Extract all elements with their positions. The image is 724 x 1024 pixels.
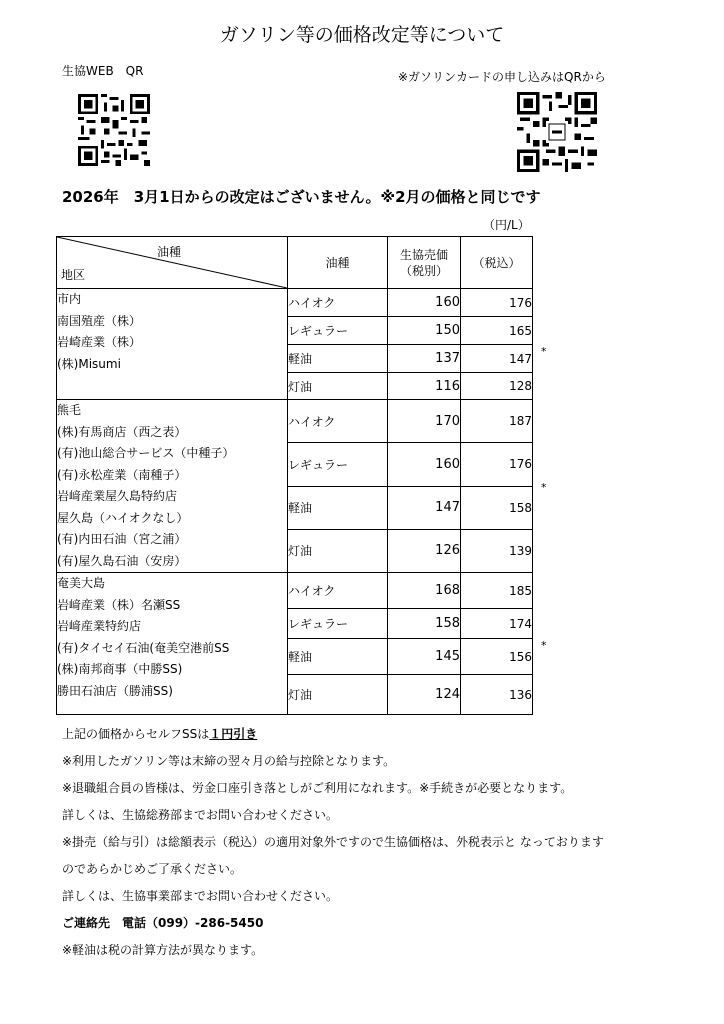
note-5: のであらかじめご了承ください。: [62, 862, 243, 876]
fuel-type-cell: 灯油: [288, 675, 388, 715]
region-line: (有)内田石油（宮之浦）: [57, 532, 187, 546]
net-price-cell: 170: [388, 400, 461, 443]
light-oil-asterisk: *: [541, 345, 547, 358]
tax-price-cell: [461, 289, 533, 317]
region-cell: [57, 400, 288, 573]
price-table-body: [57, 289, 547, 715]
note-1: ※利用したガソリン等は末締の翌々月の給与控除となります。: [62, 754, 396, 768]
net-price-cell: 147: [388, 486, 461, 529]
header-tax-column: （税込）: [461, 237, 533, 289]
revision-headline: 2026年 3月1日からの改定はございません。※2月の価格と同じです: [62, 188, 541, 206]
tax-price-value: 128: [509, 379, 532, 393]
tax-price-cell: [461, 345, 547, 373]
fuel-type-cell: ハイオク: [288, 400, 388, 443]
tax-price-value: 139: [509, 543, 532, 558]
net-price-cell: 116: [388, 373, 461, 400]
web-qr-label: 生協WEB QR: [62, 64, 144, 78]
net-price-cell: 168: [388, 573, 461, 609]
tax-price-value: 156: [509, 649, 532, 664]
fuel-type-cell: 軽油: [288, 345, 388, 373]
table-header-row: [57, 237, 533, 289]
net-price-cell: 124: [388, 675, 461, 715]
net-price-cell: 160: [388, 443, 461, 486]
region-cell: [57, 573, 288, 715]
region-line: 屋久島（ハイオクなし）: [57, 510, 189, 525]
table-row: [57, 400, 533, 443]
self-ss-prefix: 上記の価格からセルフSSは: [62, 727, 210, 741]
tax-price-cell: [461, 609, 533, 639]
self-ss-discount: １円引き: [209, 727, 258, 741]
tax-price-cell: [461, 480, 547, 529]
net-price-cell: 158: [388, 609, 461, 639]
fuel-type-cell: レギュラー: [288, 443, 388, 486]
note-4: ※掛売（給与引）は総額表示（税込）の適用対象外ですので生協価格は、外税表示と なっております: [62, 835, 604, 849]
fuel-type-cell: ハイオク: [288, 573, 388, 609]
fuel-type-cell: レギュラー: [288, 609, 388, 639]
tax-price-cell: [461, 529, 533, 572]
tax-price-value: 176: [509, 457, 532, 472]
region-line: 奄美大島: [57, 576, 106, 590]
tax-price-value: 136: [509, 687, 532, 702]
self-ss-note: [62, 721, 712, 748]
tax-price-value: 176: [509, 295, 532, 310]
region-line: (株)南邦商事（中勝SS): [57, 662, 183, 676]
region-line: (有)池山総合サービス（中種子）: [57, 446, 235, 460]
light-oil-asterisk: *: [541, 639, 547, 652]
region-line: 市内: [57, 292, 82, 306]
table-row: [57, 573, 533, 609]
tax-price-value: 147: [509, 351, 532, 366]
header-fuel-column: 油種: [288, 237, 388, 289]
region-cell: [57, 289, 288, 400]
net-price-cell: 137: [388, 345, 461, 373]
region-line: 勝田石油店（勝浦SS): [57, 683, 173, 698]
net-price-cell: 145: [388, 639, 461, 675]
tax-price-value: 165: [509, 323, 532, 338]
light-oil-asterisk: *: [541, 480, 547, 494]
note-7: ※軽油は税の計算方法が異なります。: [62, 943, 264, 957]
tax-price-cell: [461, 373, 533, 400]
tax-price-cell: [461, 443, 533, 486]
fuel-type-cell: 軽油: [288, 639, 388, 675]
tax-price-value: 187: [509, 414, 532, 429]
table-row: [57, 289, 533, 317]
tax-price-value: 158: [509, 500, 532, 515]
region-line: (有)屋久島石油（安房）: [57, 553, 187, 568]
note-2: ※退職組合員の皆様は、労金口座引き落としがご利用になれます。※手続きが必要となります。: [62, 781, 573, 795]
net-price-cell: 126: [388, 529, 461, 572]
notes-section: [62, 721, 712, 964]
region-line: (株)Misumi: [57, 356, 121, 371]
contact-phone: ご連絡先 電話（099）-286-5450: [62, 916, 264, 930]
fuel-type-cell: 灯油: [288, 373, 388, 400]
region-line: 南国殖産（株）: [57, 313, 142, 328]
region-line: 岩崎産業（株）: [57, 335, 142, 349]
header-fuel-type: 油種: [157, 245, 182, 259]
note-3: 詳しくは、生協総務部までお問い合わせください。: [62, 808, 339, 822]
fuel-type-cell: レギュラー: [288, 317, 388, 345]
net-price-cell: 150: [388, 317, 461, 345]
tax-price-cell: [461, 639, 547, 675]
fuel-type-cell: 軽油: [288, 486, 388, 529]
price-table: [56, 236, 547, 715]
web-qr-code[interactable]: [74, 94, 154, 166]
region-line: (有)永松産業（南種子）: [57, 467, 187, 482]
note-6: 詳しくは、生協事業部までお問い合わせください。: [62, 889, 339, 903]
gasoline-card-qr-note: ※ガソリンカードの申し込みはQRから: [398, 70, 606, 84]
tax-price-value: 174: [509, 616, 532, 631]
net-price-cell: 160: [388, 289, 461, 317]
header-region: 地区: [61, 268, 86, 282]
region-line: (有)タイセイ石油(奄美空港前SS: [57, 640, 230, 655]
diagonal-header-cell: [57, 237, 288, 289]
header-price-line2: （税別）: [399, 263, 448, 278]
tax-price-cell: [461, 317, 533, 345]
header-price-line1: 生協売価: [399, 247, 448, 262]
fuel-type-cell: 灯油: [288, 529, 388, 572]
fuel-type-cell: ハイオク: [288, 289, 388, 317]
region-line: 熊毛: [57, 403, 82, 417]
gasoline-card-qr-code[interactable]: [516, 92, 598, 172]
region-line: 岩﨑産業（株）名瀬SS: [57, 597, 181, 612]
unit-label: （円/L）: [483, 218, 530, 232]
page-title: ガソリン等の価格改定等について: [219, 24, 505, 46]
region-line: 岩﨑産業特約店: [57, 619, 142, 633]
region-line: (株)有馬商店（西之表）: [57, 424, 187, 439]
tax-price-cell: [461, 675, 533, 715]
region-line: 岩﨑産業屋久島特約店: [57, 489, 178, 503]
tax-price-value: 185: [509, 583, 532, 598]
tax-price-cell: [461, 400, 533, 443]
header-price-column: [388, 237, 461, 289]
tax-price-cell: [461, 573, 533, 609]
